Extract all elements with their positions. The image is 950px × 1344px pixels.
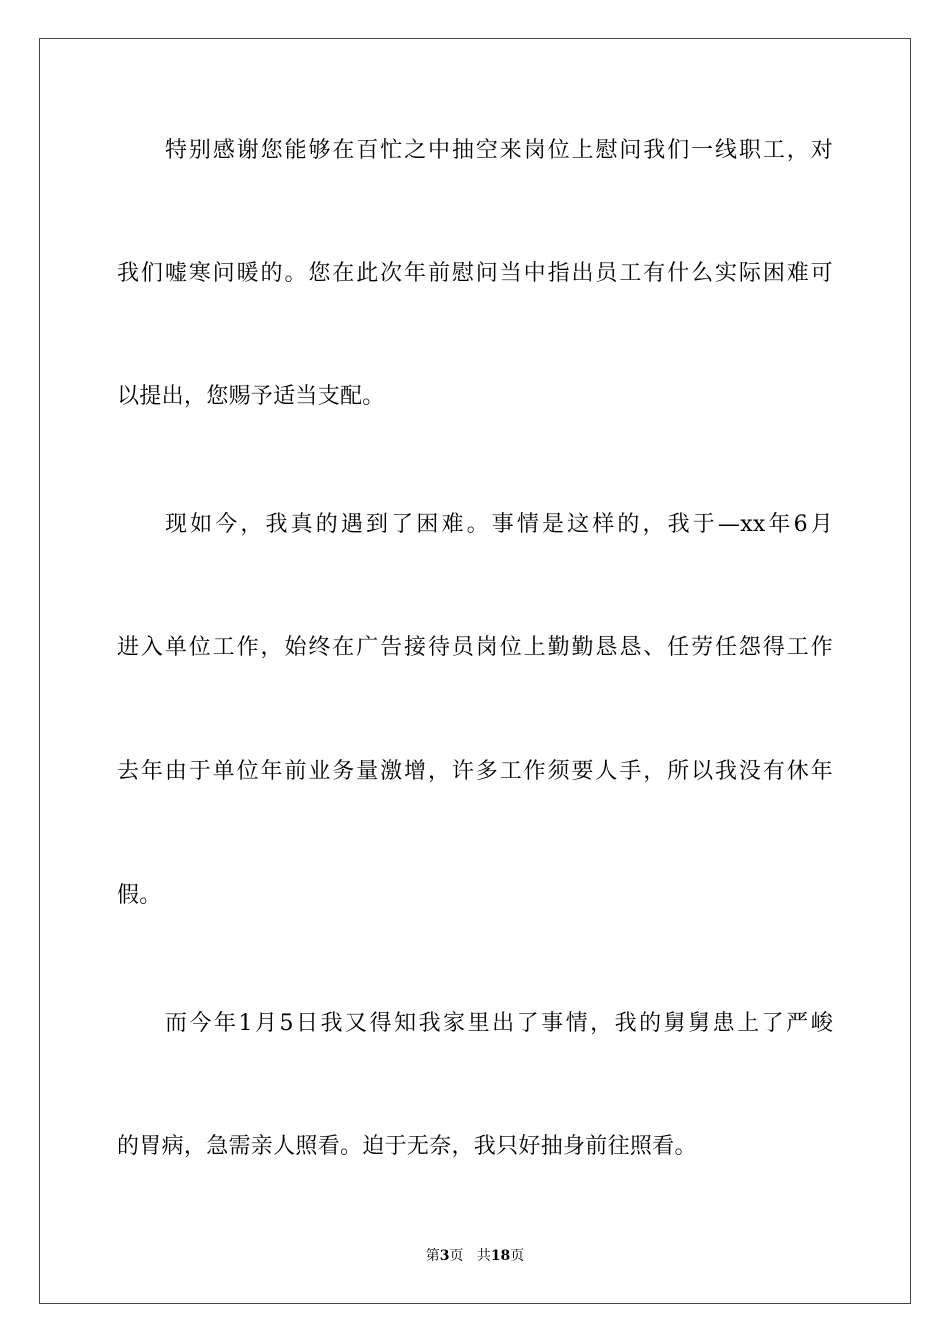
page-footer (0, 1246, 950, 1266)
page-total: 18 (490, 1248, 511, 1264)
total-suffix: 页 (510, 1248, 525, 1264)
paragraph-1-line-3: 以提出，您赐予适当支配。 (117, 384, 385, 409)
page-current: 3 (439, 1248, 450, 1264)
paragraph-2-line-4: 假。 (117, 883, 162, 908)
page-suffix: 页 (449, 1248, 464, 1264)
paragraph-2-line-3: 去年由于单位年前业务量激增，许多工作须要人手，所以我没有休年 (117, 759, 833, 784)
page-prefix: 第 (425, 1248, 440, 1264)
paragraph-3-line-2: 的胃病，急需亲人照看。迫于无奈，我只好抽身前往照看。 (117, 1134, 697, 1159)
page-frame (39, 38, 911, 1304)
paragraph-3-line-1: 而今年1月5日我又得知我家里出了事情，我的舅舅患上了严峻 (165, 1011, 833, 1036)
paragraph-1-line-1: 特别感谢您能够在百忙之中抽空来岗位上慰问我们一线职工，对 (165, 138, 833, 163)
paragraph-1-line-2: 我们嘘寒问暖的。您在此次年前慰问当中指出员工有什么实际困难可 (117, 261, 833, 286)
total-prefix: 共 (476, 1248, 491, 1264)
paragraph-2-line-1: 现如今，我真的遇到了困难。事情是这样的，我于—xx年6月 (165, 512, 833, 537)
paragraph-2-line-2: 进入单位工作，始终在广告接待员岗位上勤勤恳恳、任劳任怨得工作 (117, 635, 833, 660)
